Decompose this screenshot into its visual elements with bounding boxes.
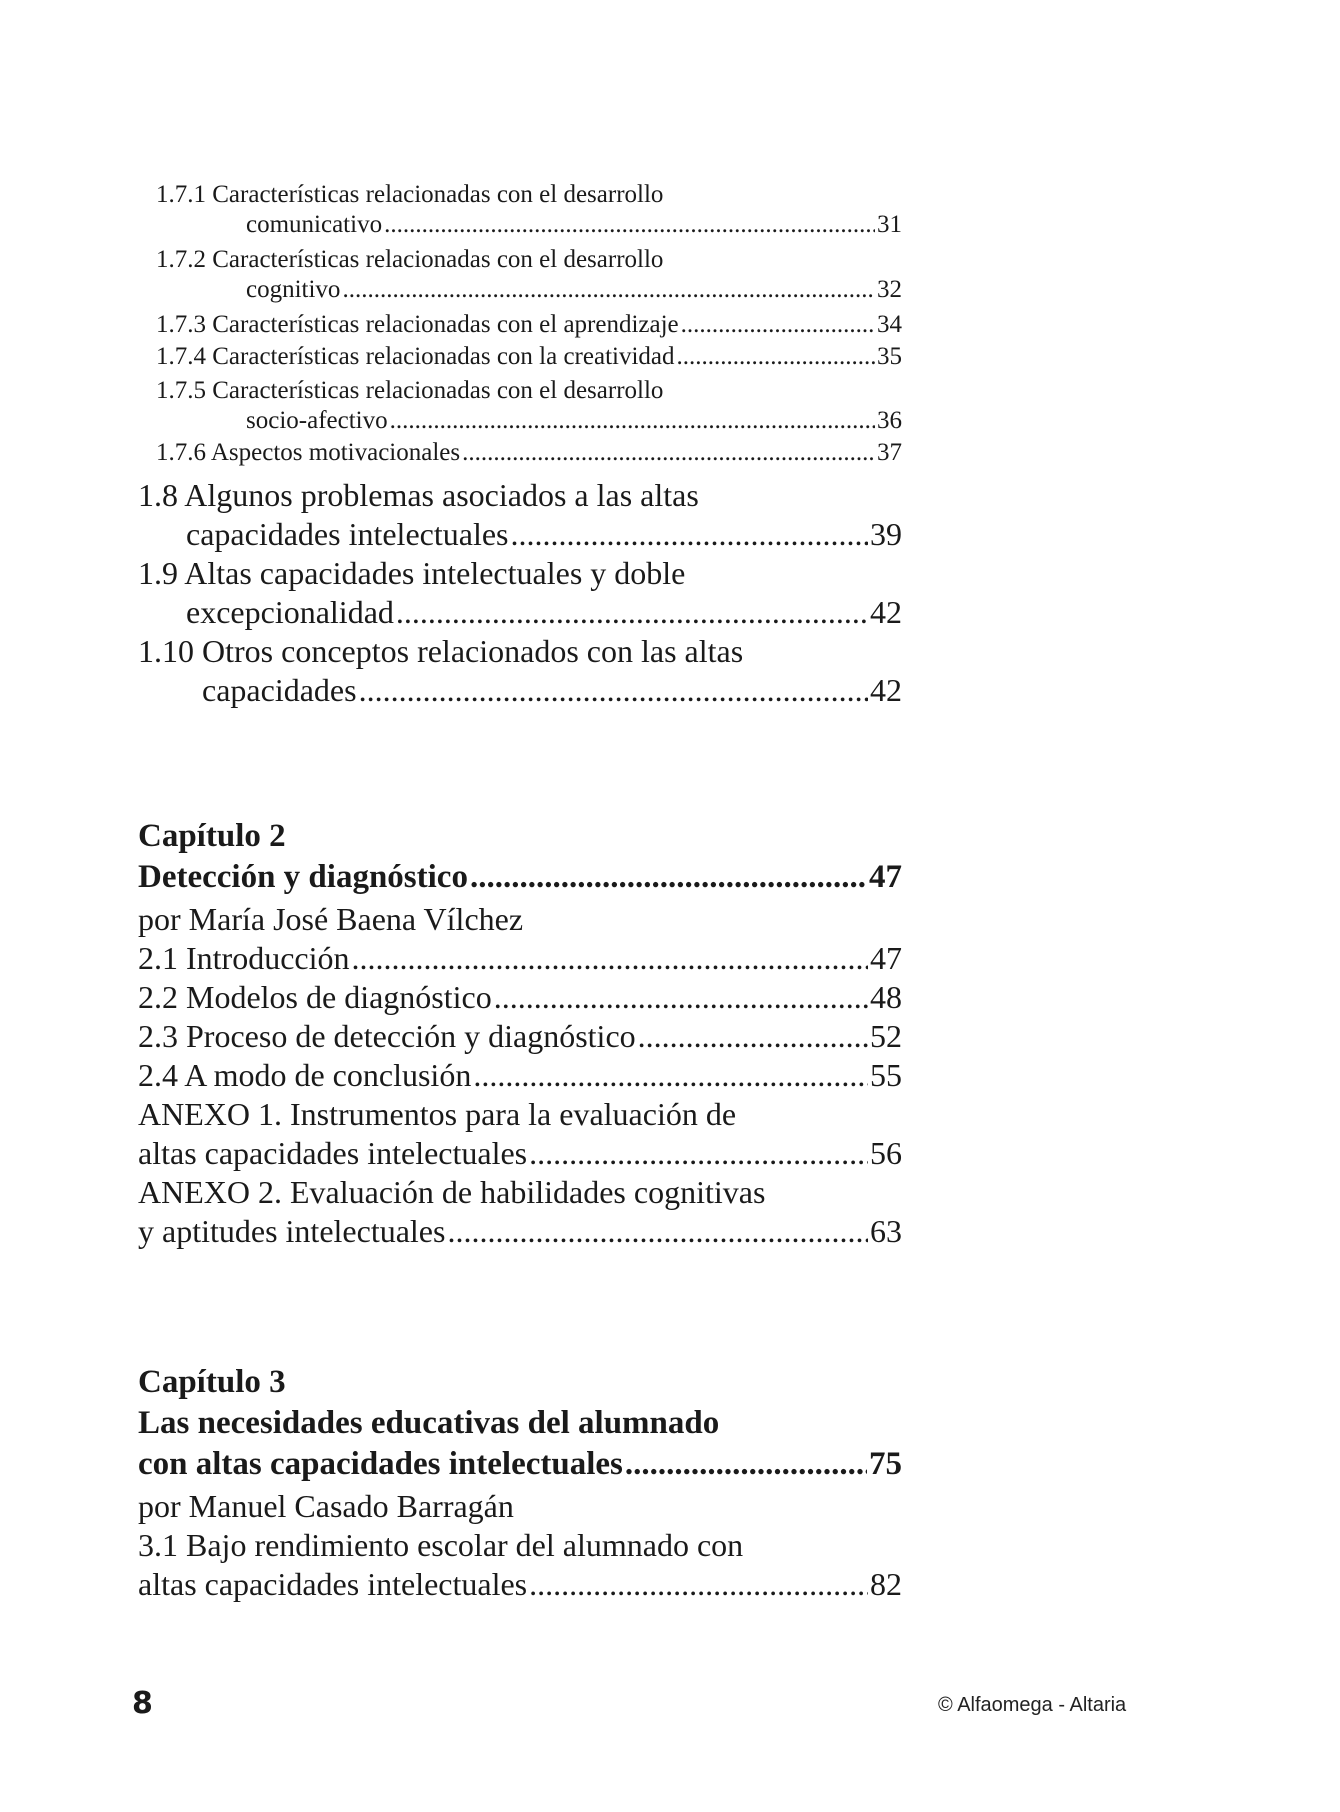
toc-entry-3-1-line1: 3.1 Bajo rendimiento escolar del alumnado con xyxy=(138,1527,744,1563)
page-number: 56 xyxy=(870,1135,902,1171)
toc-entry-1-7-6[interactable] xyxy=(156,438,902,468)
page-number: 47 xyxy=(869,859,902,895)
page-number: 63 xyxy=(870,1213,902,1249)
page-number: 52 xyxy=(870,1018,902,1054)
toc-entry-text: comunicativo xyxy=(246,211,383,238)
toc-entry-1-9-line1: 1.9 Altas capacidades intelectuales y doble xyxy=(138,555,686,591)
toc-entry-text: 1.7.3 Características relacionadas con el aprendizaje xyxy=(156,311,679,338)
page-number: 55 xyxy=(870,1057,902,1093)
toc-entry-2-3[interactable] xyxy=(138,1017,902,1055)
chapter-2-title[interactable] xyxy=(138,857,902,897)
dot-leader xyxy=(462,438,875,468)
dot-leader xyxy=(447,1212,868,1250)
toc-entry-anexo-2-line1: ANEXO 2. Evaluación de habilidades cognitivas xyxy=(138,1174,766,1210)
dot-leader xyxy=(529,1134,868,1172)
toc-entry-3-1-line2[interactable] xyxy=(138,1565,902,1603)
toc-entry-text: altas capacidades intelectuales xyxy=(138,1566,528,1602)
page-number: 34 xyxy=(877,311,902,338)
toc-entry-text: socio-afectivo xyxy=(246,407,388,434)
page-number: 39 xyxy=(870,516,902,552)
page-number: 42 xyxy=(870,672,902,708)
toc-entry-text: y aptitudes intelectuales xyxy=(138,1213,446,1249)
dot-leader xyxy=(677,342,875,372)
chapter-3-title-line2[interactable] xyxy=(138,1444,902,1484)
toc-entry-2-4[interactable] xyxy=(138,1056,902,1094)
toc-entry-1-8-line1: 1.8 Algunos problemas asociados a las altas xyxy=(138,477,699,513)
toc-entry-1-7-1-line1: 1.7.1 Características relacionadas con el desarrollo xyxy=(156,181,664,208)
page-number: 32 xyxy=(877,276,902,303)
dot-leader xyxy=(625,1444,867,1484)
page-number: 47 xyxy=(870,940,902,976)
toc-entry-1-7-1-line2[interactable] xyxy=(246,210,902,240)
toc-entry-anexo-1-line2[interactable] xyxy=(138,1134,902,1172)
toc-entry-1-7-2-line1: 1.7.2 Características relacionadas con el desarrollo xyxy=(156,246,664,273)
page-number: 75 xyxy=(869,1446,902,1482)
toc-entry-1-8-line2[interactable] xyxy=(186,515,902,553)
dot-leader xyxy=(384,210,875,240)
toc-entry-text: capacidades xyxy=(202,672,357,708)
toc-entry-text: altas capacidades intelectuales xyxy=(138,1135,528,1171)
chapter-3-label: Capítulo 3 xyxy=(138,1364,286,1400)
toc-entry-anexo-2-line2[interactable] xyxy=(138,1212,902,1250)
page-number: 37 xyxy=(877,439,902,466)
chapter-3-title-line1: Las necesidades educativas del alumnado xyxy=(138,1405,720,1441)
toc-entry-text: Detección y diagnóstico xyxy=(138,859,468,895)
dot-leader xyxy=(470,857,867,897)
dot-leader xyxy=(390,406,875,436)
dot-leader xyxy=(681,310,875,340)
toc-entry-1-10-line2[interactable] xyxy=(202,671,902,709)
toc-entry-1-7-3[interactable] xyxy=(156,310,902,340)
toc-entry-text: 2.3 Proceso de detección y diagnóstico xyxy=(138,1018,636,1054)
dot-leader xyxy=(529,1565,868,1603)
dot-leader xyxy=(359,671,868,709)
page-number-footer: 8 xyxy=(132,1686,153,1721)
toc-entry-1-7-5-line1: 1.7.5 Características relacionadas con el desarrollo xyxy=(156,377,664,404)
toc-entry-anexo-1-line1: ANEXO 1. Instrumentos para la evaluación de xyxy=(138,1096,737,1132)
dot-leader xyxy=(352,939,869,977)
copyright-notice: © Alfaomega - Altaria xyxy=(938,1694,1127,1716)
toc-entry-text: 2.1 Introducción xyxy=(138,940,350,976)
dot-leader xyxy=(473,1056,868,1094)
dot-leader xyxy=(510,515,868,553)
dot-leader xyxy=(638,1017,868,1055)
dot-leader xyxy=(342,275,875,305)
dot-leader xyxy=(494,978,868,1016)
toc-entry-text: 1.7.6 Aspectos motivacionales xyxy=(156,439,461,466)
toc-entry-1-7-2-line2[interactable] xyxy=(246,275,902,305)
toc-entry-1-9-line2[interactable] xyxy=(186,593,902,631)
toc-entry-text: capacidades intelectuales xyxy=(186,516,509,552)
toc-entry-1-10-line1: 1.10 Otros conceptos relacionados con las altas xyxy=(138,633,744,669)
toc-entry-text: 2.4 A modo de conclusión xyxy=(138,1057,472,1093)
page-number: 42 xyxy=(870,594,902,630)
toc-entry-1-7-4[interactable] xyxy=(156,342,902,372)
toc-entry-text: cognitivo xyxy=(246,276,341,303)
page-number: 36 xyxy=(877,407,902,434)
chapter-3-author: por Manuel Casado Barragán xyxy=(138,1488,514,1524)
toc-entry-text: 2.2 Modelos de diagnóstico xyxy=(138,979,492,1015)
toc-entry-text: excepcionalidad xyxy=(186,594,394,630)
toc-entry-2-2[interactable] xyxy=(138,978,902,1016)
toc-entry-text: con altas capacidades intelectuales xyxy=(138,1446,623,1482)
chapter-2-author: por María José Baena Vílchez xyxy=(138,901,524,937)
toc-entry-1-7-5-line2[interactable] xyxy=(246,406,902,436)
toc-entry-2-1[interactable] xyxy=(138,939,902,977)
dot-leader xyxy=(396,593,868,631)
chapter-2-label: Capítulo 2 xyxy=(138,818,286,854)
page-number: 48 xyxy=(870,979,902,1015)
page-number: 35 xyxy=(877,343,902,370)
page-number: 31 xyxy=(877,211,902,238)
page-number: 82 xyxy=(870,1566,902,1602)
toc-entry-text: 1.7.4 Características relacionadas con la creatividad xyxy=(156,343,675,370)
